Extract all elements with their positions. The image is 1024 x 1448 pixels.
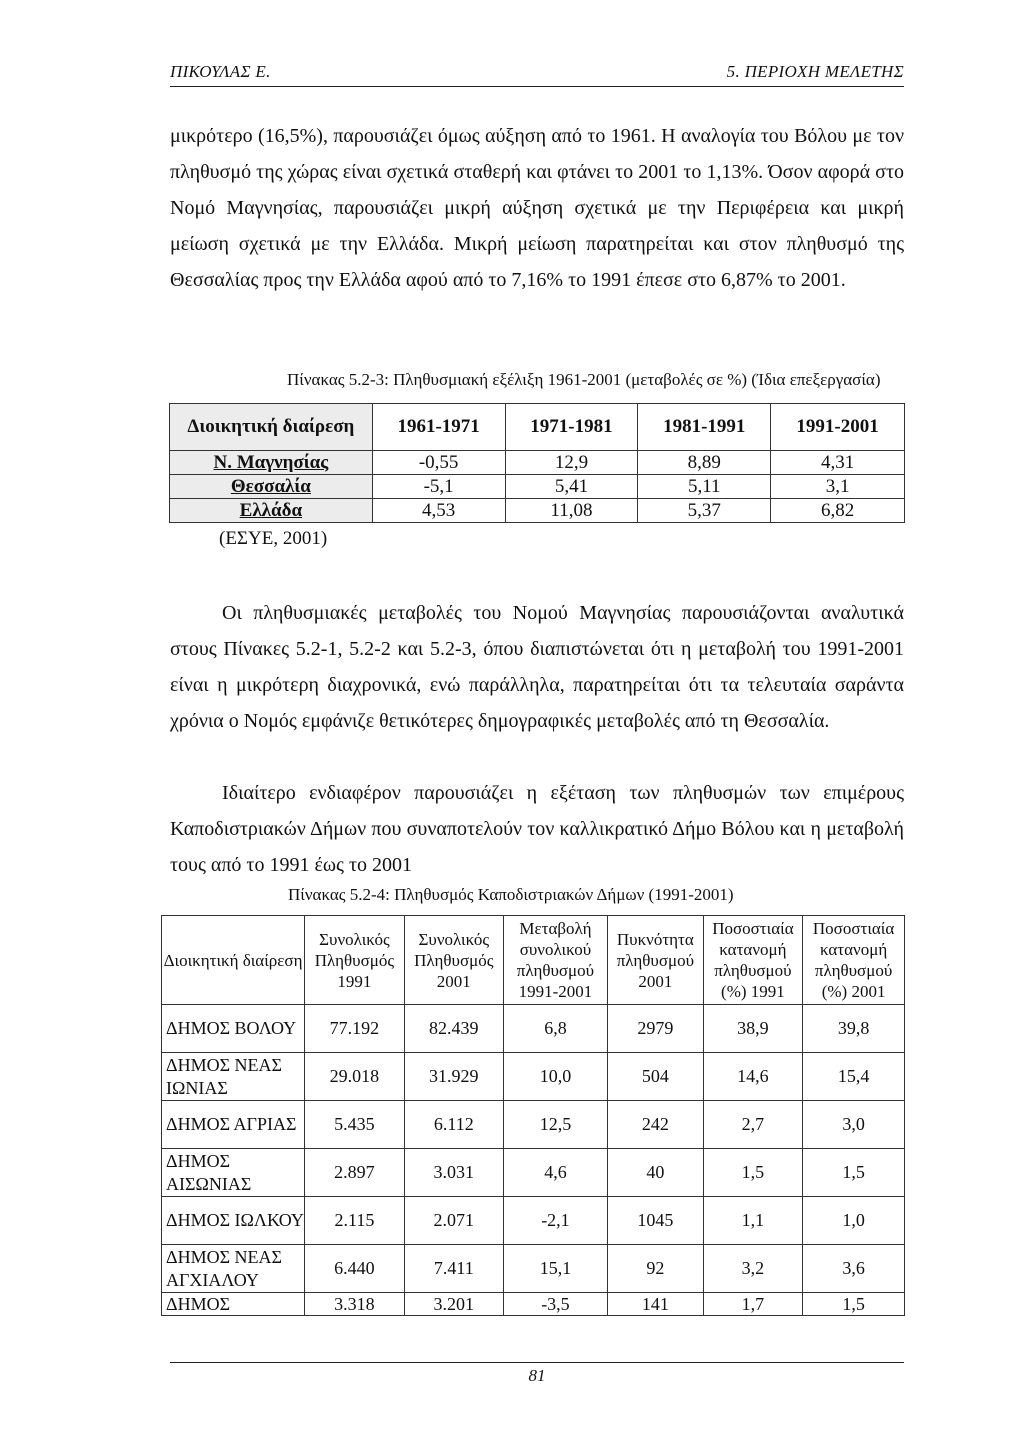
table2-cell: 3.201 [404, 1293, 503, 1316]
table1-cell: 4,31 [771, 451, 905, 475]
table2-row-label: ΔΗΜΟΣ ΒΟΛΟΥ [162, 1005, 305, 1053]
table1-header-cell: 1981-1991 [638, 404, 771, 451]
population-change-table [169, 403, 905, 523]
table1-cell: 8,89 [638, 451, 771, 475]
paragraph-3: Ιδιαίτερο ενδιαφέρον παρουσιάζει η εξέταση των πληθυσμών των επιμέρους Καποδιστριακών Δήμων που συναποτελούν τον καλλικρατικό Δήμο Βόλου και η μεταβολή τους από το 1991 έως το 2001 [170, 782, 904, 876]
table2-cell: 10,0 [503, 1053, 607, 1101]
table2-row-label: ΔΗΜΟΣ ΑΓΡΙΑΣ [162, 1101, 305, 1149]
table2-cell: -2,1 [503, 1197, 607, 1245]
table2-cell: 6.112 [404, 1101, 503, 1149]
paragraph-2: Οι πληθυσμιακές μεταβολές του Νομού Μαγνησίας παρουσιάζονται αναλυτικά στους Πίνακες 5.2-1, 5.2-2 και 5.2-3, όπου διαπιστώνεται ότι η μεταβολή του 1991-2001 είναι η μικρότερη διαχρονικά, ενώ παράλληλα, παρατηρείται ότι τα τελευταία σαράντα χρόνια ο Νομός εμφάνιζε θετικότερες δημογραφικές μεταβολές από τη Θεσσαλία. [170, 602, 904, 732]
table2-cell: 1,1 [703, 1197, 803, 1245]
table2-cell: 3.318 [305, 1293, 405, 1316]
table2-cell: 29.018 [305, 1053, 405, 1101]
table2-cell: -3,5 [503, 1293, 607, 1316]
municipalities-population-table [161, 915, 905, 1316]
table2-cell: 12,5 [503, 1101, 607, 1149]
table2-cell: 1,0 [803, 1197, 905, 1245]
table2-cell: 14,6 [703, 1053, 803, 1101]
table2-cell: 3,2 [703, 1245, 803, 1293]
table1-cell: 6,82 [771, 499, 905, 523]
table2-row-label: ΔΗΜΟΣ ΙΩΛΚΟΥ [162, 1197, 305, 1245]
table2-header-cell: Πυκνότητα πληθυσμού 2001 [608, 916, 704, 1005]
table1-row-label: Ν. Μαγνησίας [170, 451, 373, 475]
table2-cell: 31.929 [404, 1053, 503, 1101]
table1-cell: 3,1 [771, 475, 905, 499]
footer-rule [170, 1362, 904, 1363]
table2-cell: 39,8 [803, 1005, 905, 1053]
table2-cell: 40 [608, 1149, 704, 1197]
table2-header-cell: Μεταβολή συνολικού πληθυσμού 1991-2001 [503, 916, 607, 1005]
table2-row [162, 1149, 905, 1197]
page-number: 81 [528, 1366, 546, 1385]
table2-cell: 242 [608, 1101, 704, 1149]
table1-header-cell: 1991-2001 [771, 404, 905, 451]
table1-header-cell: 1961-1971 [372, 404, 505, 451]
header-author: ΠΙΚΟΥΛΑΣ Ε. [170, 62, 271, 81]
table2-cell: 141 [608, 1293, 704, 1316]
table2-cell: 1,5 [803, 1293, 905, 1316]
table2-header-cell: Ποσοστιαία κατανομή πληθυσμού (%) 1991 [703, 916, 803, 1005]
table1-cell: 11,08 [505, 499, 638, 523]
table2-row [162, 1197, 905, 1245]
table2-cell: 1045 [608, 1197, 704, 1245]
table2-cell: 82.439 [404, 1005, 503, 1053]
table2-cell: 5.435 [305, 1101, 405, 1149]
table2-cell: 15,4 [803, 1053, 905, 1101]
table2-cell: 1,7 [703, 1293, 803, 1316]
table2-cell: 7.411 [404, 1245, 503, 1293]
table2-row [162, 1245, 905, 1293]
table2-cell: 2.897 [305, 1149, 405, 1197]
table2-cell: 92 [608, 1245, 704, 1293]
table2-cell: 6.440 [305, 1245, 405, 1293]
table2-row [162, 1053, 905, 1101]
table1-cell: 12,9 [505, 451, 638, 475]
table2-row [162, 1005, 905, 1053]
table2-row-label: ΔΗΜΟΣ ΝΕΑΣ ΑΓΧΙΑΛΟΥ [162, 1245, 305, 1293]
table2-cell: 1,5 [703, 1149, 803, 1197]
table1-row-label: Ελλάδα [170, 499, 373, 523]
table2-cell: 504 [608, 1053, 704, 1101]
table2-header-cell: Ποσοστιαία κατανομή πληθυσμού (%) 2001 [803, 916, 905, 1005]
table2-cell: 3.031 [404, 1149, 503, 1197]
table2-cell: 3,0 [803, 1101, 905, 1149]
table1-cell: 5,11 [638, 475, 771, 499]
header-section: 5. ΠΕΡΙΟΧΗ ΜΕΛΕΤΗΣ [726, 62, 904, 81]
table2-cell: 6,8 [503, 1005, 607, 1053]
table1-header-row [170, 404, 905, 451]
table1-header-cell: 1971-1981 [505, 404, 638, 451]
table1-caption: Πίνακας 5.2-3: Πληθυσμιακή εξέλιξη 1961-2001 (μεταβολές σε %) (Ίδια επεξεργασία) [287, 370, 881, 389]
table2-caption: Πίνακας 5.2-4: Πληθυσμός Καποδιστριακών Δήμων (1991-2001) [288, 885, 734, 904]
table2-cell: 4,6 [503, 1149, 607, 1197]
table2-cell: 3,6 [803, 1245, 905, 1293]
table2-header-cell: Συνολικός Πληθυσμός 2001 [404, 916, 503, 1005]
table2-cell: 1,5 [803, 1149, 905, 1197]
table1-cell: 5,41 [505, 475, 638, 499]
table1-row [170, 451, 905, 475]
table2-row-label: ΔΗΜΟΣ ΑΙΣΩΝΙΑΣ [162, 1149, 305, 1197]
running-header [170, 62, 904, 87]
table1-cell: -0,55 [372, 451, 505, 475]
table2-cell: 77.192 [305, 1005, 405, 1053]
table2-cell: 2.071 [404, 1197, 503, 1245]
table2-header-cell: Συνολικός Πληθυσμός 1991 [305, 916, 405, 1005]
table2-row-label: ΔΗΜΟΣ ΝΕΑΣ ΙΩΝΙΑΣ [162, 1053, 305, 1101]
table2-row [162, 1293, 905, 1316]
table2-header-row [162, 916, 905, 1005]
table1-row-label: Θεσσαλία [170, 475, 373, 499]
paragraph-1: μικρότερο (16,5%), παρουσιάζει όμως αύξηση από το 1961. Η αναλογία του Βόλου με τον πληθυσμό της χώρας είναι σχετικά σταθερή και φτάνει το 2001 το 1,13%. Όσον αφορά στο Νομό Μαγνησίας, παρουσιάζει μικρή αύξηση σχετικά με την Περιφέρεια και μικρή μείωση σχετικά με την Ελλάδα. Μικρή μείωση παρατηρείται και στον πληθυσμό της Θεσσαλίας προς την Ελλάδα αφού από το 7,16% το 1991 έπεσε στο 6,87% το 2001. [170, 125, 904, 291]
table2-cell: 15,1 [503, 1245, 607, 1293]
table2-cell: 2979 [608, 1005, 704, 1053]
table1-source: (ΕΣΥΕ, 2001) [219, 528, 328, 549]
table1-header-cell: Διοικητική διαίρεση [170, 404, 373, 451]
table1-cell: -5,1 [372, 475, 505, 499]
table2-cell: 2,7 [703, 1101, 803, 1149]
table2-header-cell: Διοικητική διαίρεση [162, 916, 305, 1005]
table1-row [170, 475, 905, 499]
table2-cell: 2.115 [305, 1197, 405, 1245]
table1-cell: 4,53 [372, 499, 505, 523]
table2-row-label: ΔΗΜΟΣ [162, 1293, 305, 1316]
table1-row [170, 499, 905, 523]
table1-cell: 5,37 [638, 499, 771, 523]
table2-cell: 38,9 [703, 1005, 803, 1053]
table2-row [162, 1101, 905, 1149]
